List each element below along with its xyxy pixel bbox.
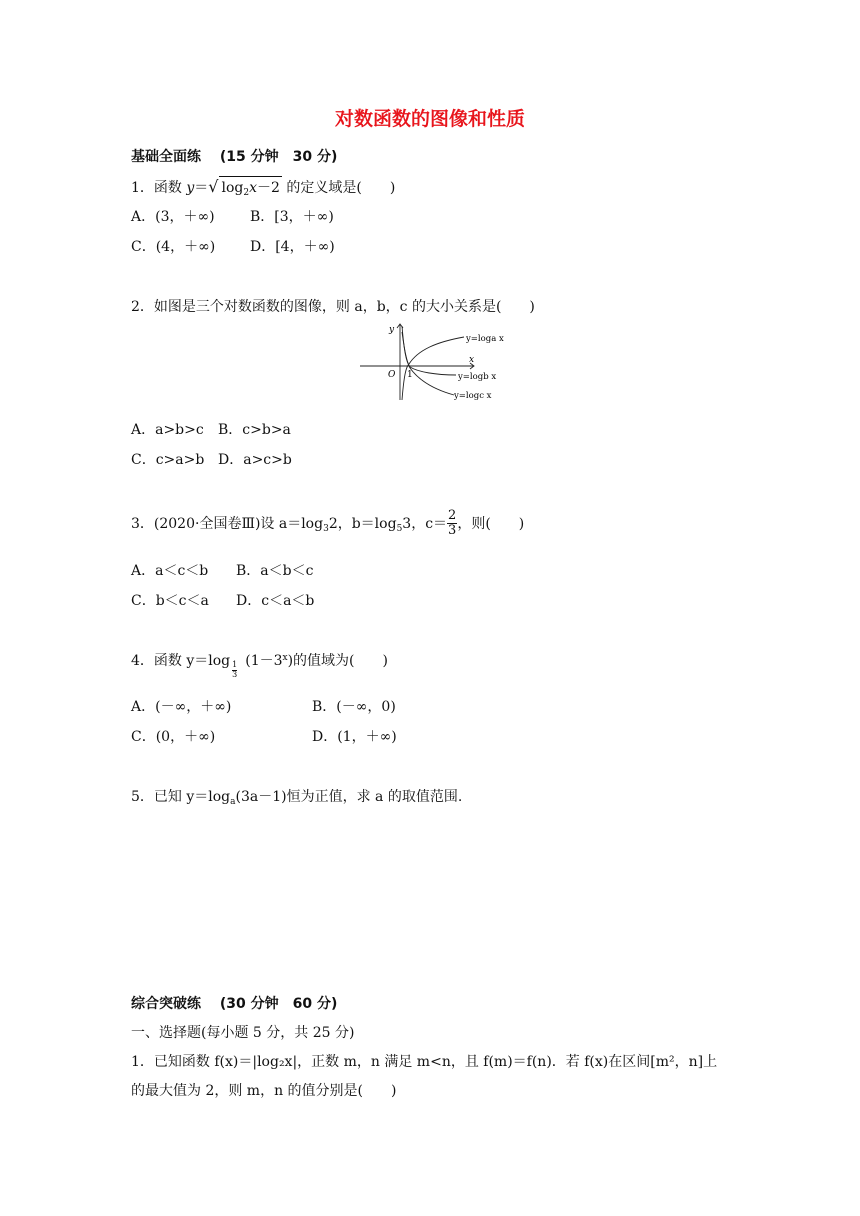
q3-option-d[interactable]: D．c＜a＜b bbox=[236, 593, 315, 609]
q1-option-a[interactable]: A．(3，＋∞) bbox=[131, 209, 215, 225]
q1-suffix: 的定义域是( ) bbox=[281, 180, 396, 196]
section-comprehensive-label: 综合突破练 bbox=[131, 996, 201, 1012]
q3-option-b[interactable]: B．a＜b＜c bbox=[236, 563, 314, 579]
s2-question-1-line1: 1．已知函数 f(x)＝|log₂x|，正数 m，n 满足 m<n，且 f(m)＝f(n)．若 f(x)在区间[m²，n]上 bbox=[131, 1054, 718, 1070]
sqrt-icon: √ bbox=[208, 177, 219, 196]
q3-option-c[interactable]: C．b＜c＜a bbox=[131, 593, 209, 609]
q3-fraction: $\frac{2}{3}$ bbox=[448, 508, 457, 539]
part-1-heading: 一、选择题(每小题 5 分，共 25 分) bbox=[131, 1025, 355, 1041]
q4-option-c[interactable]: C．(0，＋∞) bbox=[131, 729, 216, 745]
graph-x-label: x bbox=[469, 355, 475, 365]
q4-option-b[interactable]: B．(－∞，0) bbox=[312, 699, 396, 715]
q3-option-a[interactable]: A．a＜c＜b bbox=[131, 563, 209, 579]
section-comprehensive-header bbox=[131, 993, 337, 1013]
q1-option-d[interactable]: D．[4，＋∞) bbox=[250, 239, 335, 255]
q2-option-b[interactable]: B．c>b>a bbox=[218, 422, 291, 438]
question-4: 4．函数 y＝log $\frac{1}{3}$ $(1-3^x)$的值域为( ) bbox=[131, 653, 388, 679]
q1-y: y bbox=[186, 180, 195, 196]
curve-a-label: y=loga x bbox=[466, 334, 504, 344]
section-basic-meta: (15 分钟 30 分) bbox=[219, 149, 338, 165]
graph-one-label: 1 bbox=[407, 370, 413, 380]
q1-option-c[interactable]: C．(4，＋∞) bbox=[131, 239, 216, 255]
q2-option-a[interactable]: A．a>b>c bbox=[131, 422, 204, 438]
q1-radicand: $\log_2x-2$ bbox=[219, 176, 281, 198]
s2-question-1-line2: 的最大值为 2，则 m，n 的值分别是( ) bbox=[131, 1083, 397, 1099]
page-title: 对数函数的图像和性质 bbox=[334, 108, 525, 130]
q4-option-d[interactable]: D．(1，＋∞) bbox=[312, 729, 397, 745]
section-comprehensive-meta: (30 分钟 60 分) bbox=[219, 996, 338, 1012]
q1-eq: ＝ bbox=[194, 180, 209, 196]
q1-prefix: 1．函数 bbox=[131, 180, 187, 196]
question-1 bbox=[131, 176, 395, 198]
section-basic-header bbox=[131, 146, 337, 166]
q4-option-a[interactable]: A．(－∞，＋∞) bbox=[131, 699, 232, 715]
question-5: 5．已知 $y=\log_a(3a-1)$恒为正值，求 a 的取值范围. bbox=[131, 789, 463, 807]
section-basic-label: 基础全面练 bbox=[131, 149, 201, 165]
curve-c-label: y=logc x bbox=[454, 391, 492, 401]
q1-option-b[interactable]: B．[3，＋∞) bbox=[250, 209, 334, 225]
log-functions-graph bbox=[356, 320, 516, 402]
q2-option-d[interactable]: D．a>c>b bbox=[218, 452, 292, 468]
q2-option-c[interactable]: C．c>a>b bbox=[131, 452, 205, 468]
question-2: 2．如图是三个对数函数的图像，则 a，b，c 的大小关系是( ) bbox=[131, 299, 535, 315]
curve-b-label: y=logb x bbox=[458, 372, 497, 382]
graph-y-label: y bbox=[389, 325, 395, 335]
q4-base-fraction: $\frac{1}{3}$ bbox=[232, 660, 238, 679]
question-3: 3．(2020·全国卷Ⅲ)设 $a=\log_32$，$b=\log_53$，c＝ $\frac{2}{3}$ ，则( ) bbox=[131, 508, 525, 539]
graph-origin-label: O bbox=[388, 370, 396, 380]
